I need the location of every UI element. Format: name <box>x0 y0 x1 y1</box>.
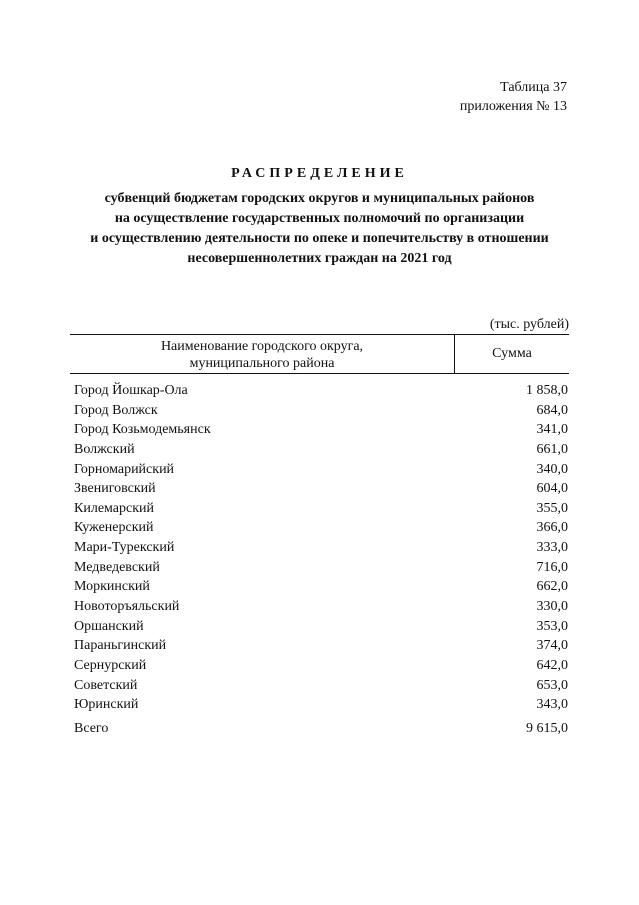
appendix-number: приложения № 13 <box>459 99 567 114</box>
table-row <box>74 440 568 460</box>
total-sum: 9 615,0 <box>526 721 568 736</box>
column-header-sum: Сумма <box>492 346 532 361</box>
document-title: РАСПРЕДЕЛЕНИЕ <box>231 166 408 181</box>
subtitle-line: и осуществлению деятельности по опеке и попечительству в отношении <box>90 231 549 246</box>
table-row <box>74 617 568 637</box>
row-name: Город Козьмодемьянск <box>74 422 211 438</box>
row-name: Медведевский <box>74 559 160 575</box>
row-name: Куженерский <box>74 520 154 536</box>
table-row <box>74 479 568 499</box>
column-header-name-line: муниципального района <box>189 356 335 371</box>
table-row <box>74 558 568 578</box>
table-row <box>74 597 568 617</box>
column-header-name <box>70 335 455 373</box>
row-name: Параньгинский <box>74 638 167 654</box>
table-row <box>74 676 568 696</box>
row-sum: 642,0 <box>536 657 568 673</box>
table-row <box>74 538 568 558</box>
row-name: Горномарийский <box>74 461 175 477</box>
table-row <box>74 420 568 440</box>
row-sum: 661,0 <box>536 441 568 457</box>
units-label: (тыс. рублей) <box>489 317 569 332</box>
row-sum: 604,0 <box>536 481 568 497</box>
subtitle-line: субвенций бюджетам городских округов и муниципальных районов <box>104 191 535 206</box>
row-sum: 653,0 <box>536 677 568 693</box>
row-name: Моркинский <box>74 579 150 595</box>
row-sum: 340,0 <box>536 461 568 477</box>
table-row <box>74 460 568 480</box>
table-body <box>74 381 568 715</box>
row-sum: 1 858,0 <box>526 383 568 398</box>
row-sum: 341,0 <box>536 422 568 438</box>
table-row <box>74 695 568 715</box>
row-name: Новоторъяльский <box>74 599 180 615</box>
column-header-name-line: Наименование городского округа, <box>160 339 364 354</box>
table-number: Таблица 37 <box>500 80 567 95</box>
table-row <box>74 636 568 656</box>
row-name: Город Йошкар-Ола <box>74 383 188 398</box>
row-name: Сернурский <box>74 657 147 673</box>
row-name: Мари-Турекский <box>74 540 175 556</box>
row-sum: 684,0 <box>536 402 568 418</box>
row-name: Оршанский <box>74 618 144 634</box>
document-reference <box>460 78 567 116</box>
row-sum: 374,0 <box>536 638 568 654</box>
table-total-row <box>74 719 568 739</box>
row-sum: 662,0 <box>536 579 568 595</box>
table-row <box>74 499 568 519</box>
subtitle-line: на осуществление государственных полномочий по организации <box>114 211 525 226</box>
row-name: Юринский <box>74 697 139 713</box>
table-row <box>74 577 568 597</box>
row-sum: 716,0 <box>536 559 568 575</box>
row-name: Советский <box>74 677 138 693</box>
row-name: Волжский <box>74 441 135 457</box>
table-row <box>74 401 568 421</box>
row-name: Звениговский <box>74 481 156 497</box>
row-sum: 355,0 <box>536 500 568 516</box>
total-label: Всего <box>74 721 109 736</box>
document-subtitle <box>40 189 599 269</box>
row-sum: 330,0 <box>536 599 568 615</box>
subtitle-line: несовершеннолетних граждан на 2021 год <box>187 251 452 266</box>
table-row <box>74 381 568 401</box>
row-sum: 353,0 <box>536 618 568 634</box>
table-row <box>74 518 568 538</box>
row-sum: 333,0 <box>536 540 568 556</box>
table-header <box>70 334 569 374</box>
row-name: Килемарский <box>74 500 155 516</box>
row-name: Город Волжск <box>74 402 158 418</box>
row-sum: 343,0 <box>536 697 568 713</box>
table-row <box>74 656 568 676</box>
row-sum: 366,0 <box>536 520 568 536</box>
